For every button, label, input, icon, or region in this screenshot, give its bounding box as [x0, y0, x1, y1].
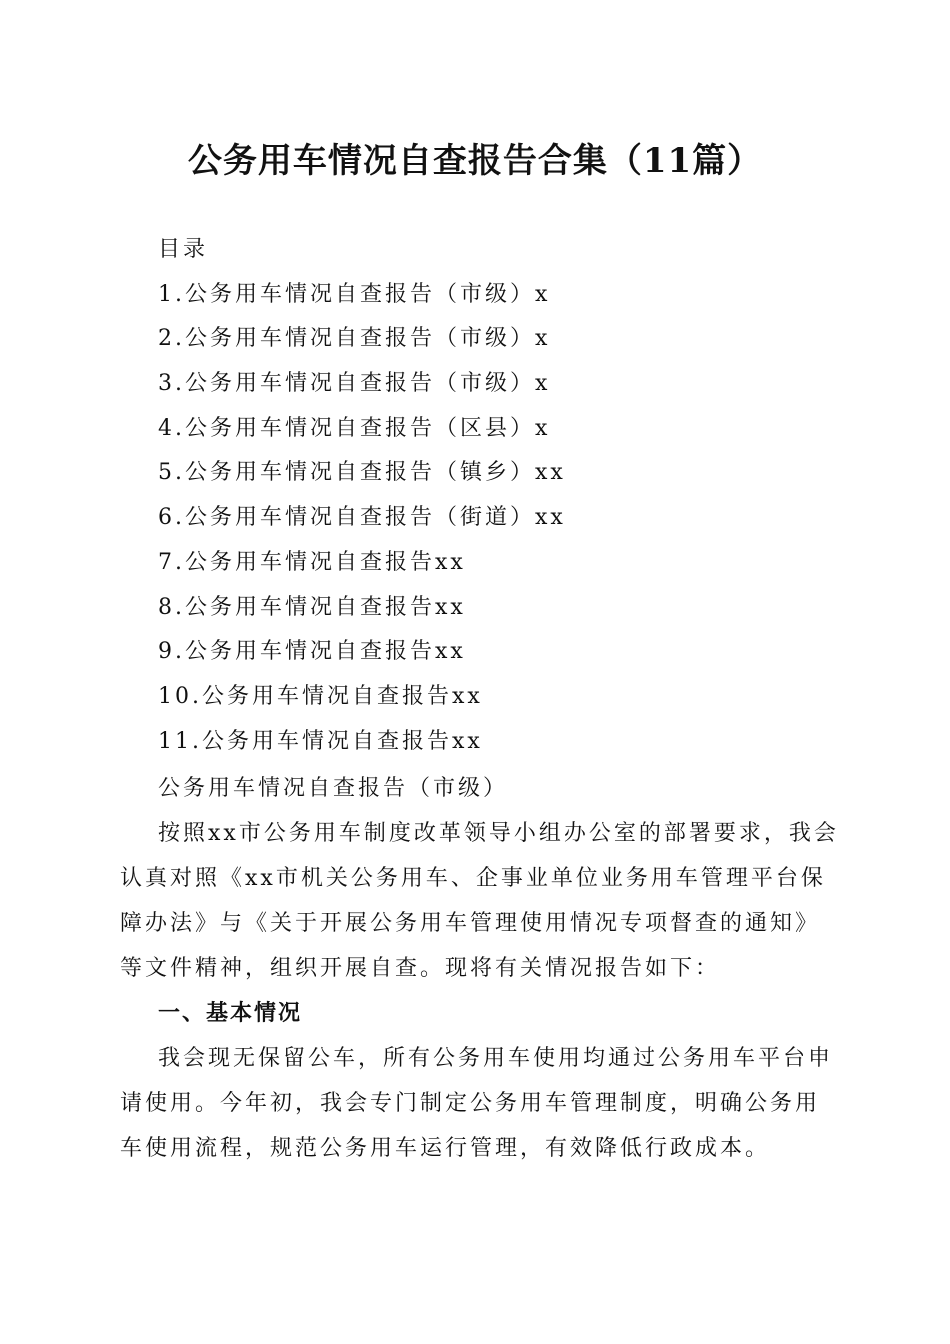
- report-body: [120, 766, 840, 1171]
- document-title: 公务用车情况自查报告合集（11篇）: [187, 141, 763, 181]
- toc-item-2: 2.公务用车情况自查报告（市级）x: [158, 326, 551, 352]
- toc-item-5: 5.公务用车情况自查报告（镇乡）xx: [158, 460, 566, 486]
- toc-item-11: 11.公务用车情况自查报告xx: [158, 728, 483, 754]
- intro-paragraph: 按照xx市公务用车制度改革领导小组办公室的部署要求，我会认真对照《xx市机关公务用车、企事业单位业务用车管理平台保障办法》与《关于开展公务用车管理使用情况专项督查的通知》等文件精神，组织开展自查。现将有关情况报告如下：: [120, 821, 839, 981]
- toc-item-8: 8.公务用车情况自查报告xx: [158, 594, 466, 620]
- toc-item-7: 7.公务用车情况自查报告xx: [158, 549, 466, 575]
- toc-item-10: 10.公务用车情况自查报告xx: [158, 683, 483, 709]
- report-subtitle: 公务用车情况自查报告（市级）: [158, 776, 509, 801]
- section-heading-basic-situation: 一、基本情况: [158, 1001, 303, 1026]
- toc-item-6: 6.公务用车情况自查报告（街道）xx: [158, 505, 566, 531]
- toc-heading: 目录: [158, 237, 209, 262]
- toc-item-3: 3.公务用车情况自查报告（市级）x: [158, 371, 551, 397]
- table-of-contents: [158, 228, 566, 764]
- toc-item-4: 4.公务用车情况自查报告（区县）x: [158, 415, 551, 441]
- toc-item-1: 1.公务用车情况自查报告（市级）x: [158, 281, 551, 307]
- toc-item-9: 9.公务用车情况自查报告xx: [158, 639, 466, 665]
- section-paragraph-basic-situation: 我会现无保留公车，所有公务用车使用均通过公务用车平台申请使用。今年初，我会专门制定公务用车管理制度，明确公务用车使用流程，规范公务用车运行管理，有效降低行政成本。: [120, 1046, 834, 1161]
